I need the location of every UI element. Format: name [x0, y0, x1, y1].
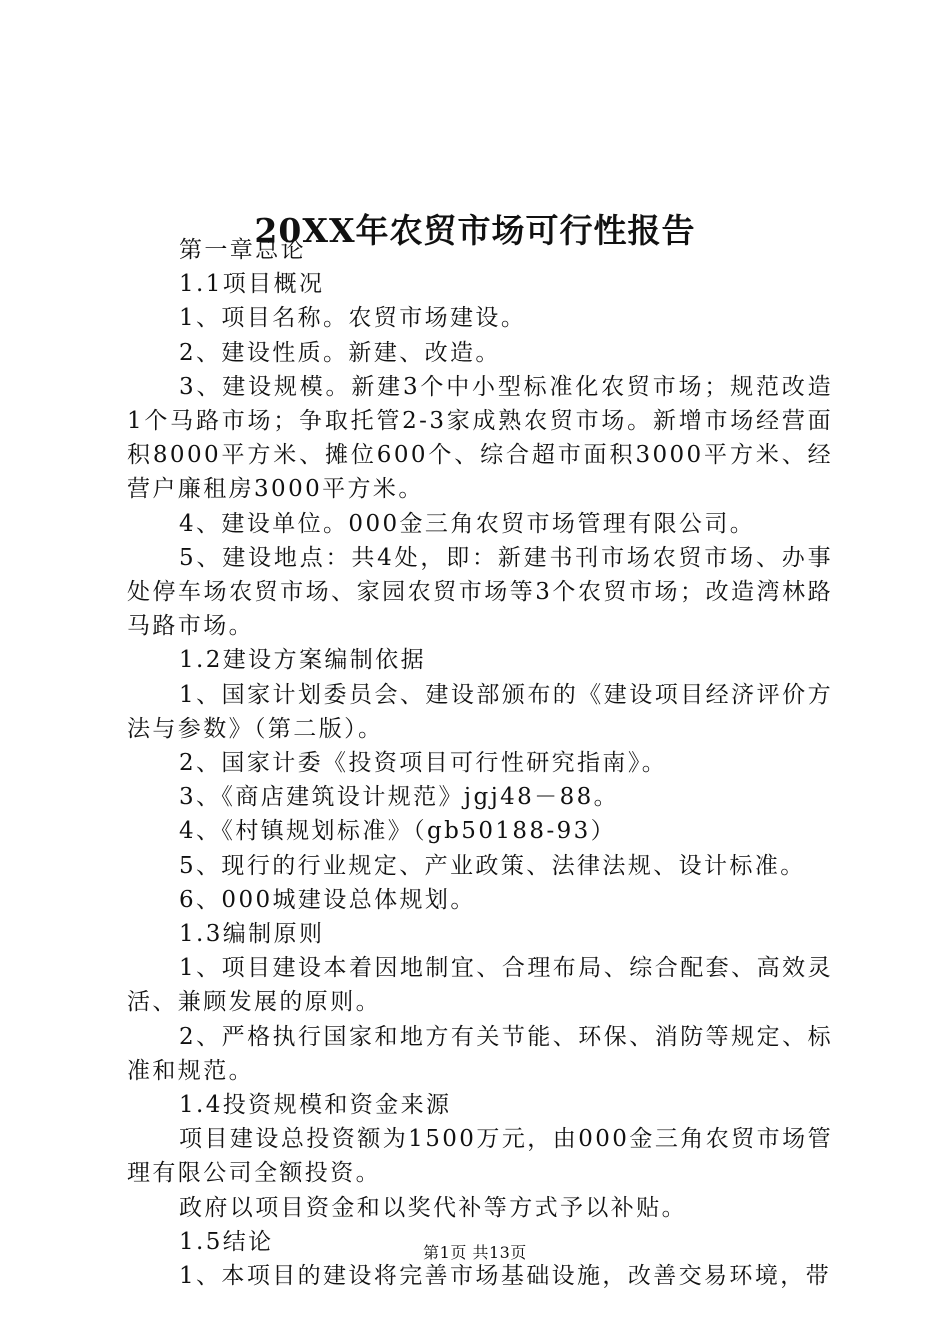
section-heading: 1.4投资规模和资金来源 [179, 1092, 452, 1119]
paragraph: 1、本项目的建设将完善市场基础设施，改善交易环境，带 [179, 1263, 832, 1290]
paragraph: 1、项目建设本着因地制宜、合理布局、综合配套、高效灵活、兼顾发展的原则。 [127, 955, 833, 1016]
paragraph: 1、国家计划委员会、建设部颁布的《建设项目经济评价方法与参数》（第二版）。 [127, 681, 833, 742]
paragraph: 2、严格执行国家和地方有关节能、环保、消防等规定、标准和规范。 [127, 1023, 833, 1084]
section-heading: 1.3编制原则 [179, 921, 325, 948]
page-footer: 第1页 共13页 [423, 1243, 527, 1262]
chapter-heading: 第一章总论 [179, 237, 306, 263]
paragraph: 2、建设性质。新建、改造。 [179, 339, 501, 366]
paragraph: 4、《村镇规划标准》（gb50188-93） [179, 818, 617, 845]
document-title: 20XX年农贸市场可行性报告 [254, 211, 696, 251]
paragraph: 3、建设规模。新建3个中小型标准化农贸市场；规范改造1个马路市场；争取托管2-3家成熟农贸市场。新增市场经营面积8000平方米、摊位600个、综合超市面积3000平方米、经营户廉租房3000平方米。 [127, 373, 833, 503]
paragraph: 4、建设单位。000金三角农贸市场管理有限公司。 [179, 510, 756, 537]
paragraph: 5、现行的行业规定、产业政策、法律法规、设计标准。 [179, 852, 806, 879]
paragraph: 6、000城建设总体规划。 [179, 886, 476, 913]
section-heading: 1.1项目概况 [179, 271, 325, 298]
paragraph: 项目建设总投资额为1500万元，由000金三角农贸市场管理有限公司全额投资。 [127, 1126, 833, 1187]
section-heading: 1.5结论 [179, 1228, 274, 1255]
document-body [127, 233, 833, 1293]
paragraph: 1、项目名称。农贸市场建设。 [179, 305, 527, 332]
paragraph: 3、《商店建筑设计规范》jgj48－88。 [179, 784, 620, 811]
paragraph: 5、建设地点：共4处，即：新建书刊市场农贸市场、办事处停车场农贸市场、家园农贸市场等3个农贸市场；改造湾林路马路市场。 [127, 544, 833, 640]
section-heading: 1.2建设方案编制依据 [179, 647, 426, 674]
paragraph: 2、国家计委《投资项目可行性研究指南》。 [179, 750, 668, 777]
paragraph: 政府以项目资金和以奖代补等方式予以补贴。 [179, 1194, 687, 1221]
